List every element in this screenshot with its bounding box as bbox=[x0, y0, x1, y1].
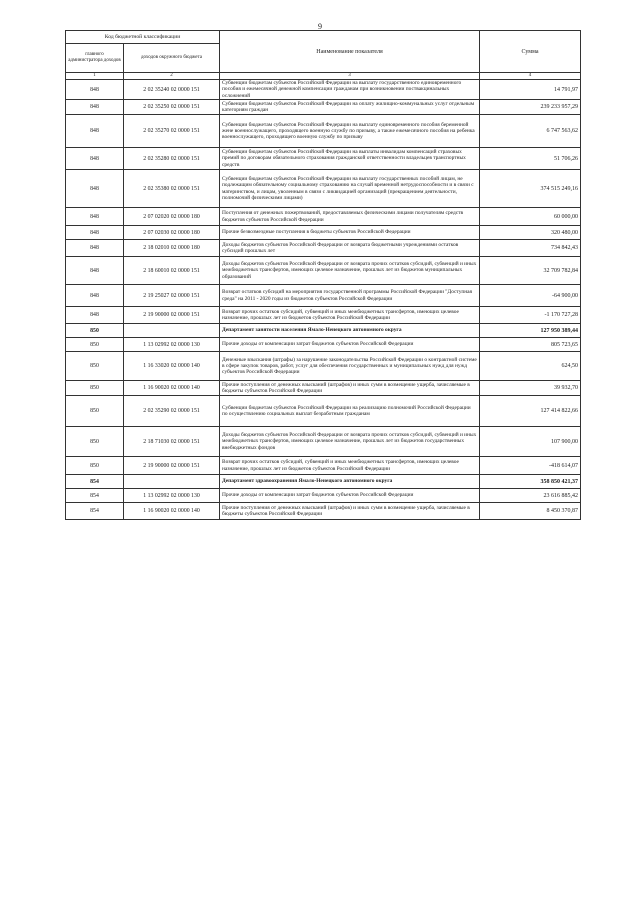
sum-cell: 239 233 957,29 bbox=[480, 100, 581, 115]
page-number: 9 bbox=[318, 22, 322, 31]
budget-classification-header: Код бюджетной классификации bbox=[66, 31, 220, 44]
indicator-name-cell: Поступления от денежных пожертвований, предоставляемых физическими лицами получателям средств бюджетов субъектов Российской Федерации bbox=[220, 208, 480, 226]
revenue-code-cell: 2 18 60010 02 0000 151 bbox=[124, 257, 220, 285]
revenue-code-cell: 2 19 90000 02 0000 151 bbox=[124, 307, 220, 324]
table-row bbox=[66, 307, 581, 324]
revenue-code-cell: 2 02 35380 02 0000 151 bbox=[124, 170, 220, 208]
indicator-name-cell: Денежные взыскания (штрафы) за нарушение законодательства Российской Федерации о контрактной системе в сфере закупок товаров, работ, услуг для обеспечения государственных и муниципальных нужд для нужд субъектов Российской Федерации bbox=[220, 352, 480, 381]
revenue-code-cell: 2 02 35240 02 0000 151 bbox=[124, 80, 220, 100]
indicator-name-cell: Прочие поступления от денежных взысканий (штрафов) и иных сумм в возмещение ущерба, зачисляемые в бюджеты субъектов Российской Федерации bbox=[220, 503, 480, 520]
indicator-name-cell: Доходы бюджетов субъектов Российской Федерации от возврата прочих остатков субсидий, субвенций и иных межбюджетных трансфертов, имеющих целевое назначение, прошлых лет из бюджетов муниципальных образований bbox=[220, 257, 480, 285]
revenue-code-cell: 2 19 25027 02 0000 151 bbox=[124, 285, 220, 307]
admin-code-cell: 848 bbox=[66, 80, 124, 100]
table-row bbox=[66, 226, 581, 240]
column-number-3: 3 bbox=[220, 73, 480, 80]
revenue-code-cell: 1 13 02992 02 0000 130 bbox=[124, 489, 220, 503]
sum-cell: 624,50 bbox=[480, 352, 581, 381]
sum-cell: 358 850 421,37 bbox=[480, 475, 581, 489]
table-row bbox=[66, 100, 581, 115]
revenue-code-cell: 1 16 90020 02 0000 140 bbox=[124, 503, 220, 520]
revenue-code-cell: 2 02 35250 02 0000 151 bbox=[124, 100, 220, 115]
admin-code-cell: 850 bbox=[66, 457, 124, 475]
revenue-code-cell: 1 13 02992 02 0000 130 bbox=[124, 338, 220, 352]
sum-cell: 374 515 249,16 bbox=[480, 170, 581, 208]
indicator-name-cell: Прочие безвозмездные поступления в бюджеты субъектов Российской Федерации bbox=[220, 226, 480, 240]
indicator-name-cell: Субвенции бюджетам субъектов Российской Федерации на выплаты инвалидам компенсаций страховых премий по договорам обязательного страхования гражданской ответственности владельцев транспортных средств bbox=[220, 148, 480, 170]
admin-code-header: главного администратора доходов bbox=[66, 44, 124, 73]
admin-code-cell: 850 bbox=[66, 381, 124, 396]
sum-cell: 60 000,00 bbox=[480, 208, 581, 226]
table-row bbox=[66, 352, 581, 381]
admin-code-cell: 848 bbox=[66, 285, 124, 307]
sum-cell: 805 723,65 bbox=[480, 338, 581, 352]
indicator-name-cell: Прочие доходы от компенсации затрат бюджетов субъектов Российской Федерации bbox=[220, 489, 480, 503]
admin-code-cell: 848 bbox=[66, 307, 124, 324]
sum-cell: 8 450 370,87 bbox=[480, 503, 581, 520]
indicator-name-cell: Субвенции бюджетам субъектов Российской Федерации на выплату единовременного пособия беременной жене военнослужащего, проходящего военную службу по призыву, а также ежемесячного пособия на ребенка военнослужащего, проходящего военную службу по призыву bbox=[220, 115, 480, 148]
indicator-name-cell: Доходы бюджетов субъектов Российской Федерации от возврата бюджетными учреждениями остатков субсидий прошлых лет bbox=[220, 240, 480, 257]
indicator-name-header: Наименование показателя bbox=[220, 31, 480, 73]
table-row bbox=[66, 396, 581, 427]
indicator-name-cell: Департамент здравоохранения Ямало-Ненецкого автономного округа bbox=[220, 475, 480, 489]
admin-code-cell: 848 bbox=[66, 226, 124, 240]
admin-code-cell: 848 bbox=[66, 115, 124, 148]
admin-code-cell: 848 bbox=[66, 170, 124, 208]
revenue-code-cell: 2 18 02010 02 0000 180 bbox=[124, 240, 220, 257]
column-number-1: 1 bbox=[66, 73, 124, 80]
admin-code-cell: 854 bbox=[66, 475, 124, 489]
sum-cell: 127 950 389,44 bbox=[480, 324, 581, 338]
header-group-row bbox=[66, 31, 581, 44]
budget-revenue-table bbox=[65, 30, 581, 520]
sum-cell: 51 706,26 bbox=[480, 148, 581, 170]
indicator-name-cell: Департамент занятости населения Ямало-Ненецкого автономного округа bbox=[220, 324, 480, 338]
admin-code-cell: 850 bbox=[66, 352, 124, 381]
table-row bbox=[66, 503, 581, 520]
sum-cell: 23 616 885,42 bbox=[480, 489, 581, 503]
sum-cell: 39 932,70 bbox=[480, 381, 581, 396]
revenue-code-cell: 2 02 35290 02 0000 151 bbox=[124, 396, 220, 427]
table-row bbox=[66, 324, 581, 338]
indicator-name-cell: Субвенции бюджетам субъектов Российской Федерации на оплату жилищно-коммунальных услуг отдельным категориям граждан bbox=[220, 100, 480, 115]
revenue-code-cell: 1 16 90020 02 0000 140 bbox=[124, 381, 220, 396]
table-row bbox=[66, 427, 581, 457]
sum-cell: 6 747 563,62 bbox=[480, 115, 581, 148]
admin-code-cell: 850 bbox=[66, 324, 124, 338]
revenue-code-cell bbox=[124, 475, 220, 489]
revenue-code-cell: 2 07 02020 02 0000 180 bbox=[124, 208, 220, 226]
table-row bbox=[66, 381, 581, 396]
admin-code-cell: 850 bbox=[66, 396, 124, 427]
table-row bbox=[66, 115, 581, 148]
sum-cell: -418 614,07 bbox=[480, 457, 581, 475]
revenue-code-cell: 2 07 02030 02 0000 180 bbox=[124, 226, 220, 240]
sum-cell: 127 414 822,66 bbox=[480, 396, 581, 427]
table-row bbox=[66, 240, 581, 257]
table-row bbox=[66, 257, 581, 285]
revenue-code-cell: 2 02 35280 02 0000 151 bbox=[124, 148, 220, 170]
sum-cell: 32 709 782,84 bbox=[480, 257, 581, 285]
sum-cell: 107 900,00 bbox=[480, 427, 581, 457]
admin-code-cell: 850 bbox=[66, 338, 124, 352]
admin-code-cell: 850 bbox=[66, 427, 124, 457]
admin-code-cell: 848 bbox=[66, 148, 124, 170]
indicator-name-cell: Субвенции бюджетам субъектов Российской Федерации на выплату государственного единовременного пособия и ежемесячной денежной компенсации гражданам при возникновении поствакцинальных осложнений bbox=[220, 80, 480, 100]
sum-cell: 320 480,00 bbox=[480, 226, 581, 240]
column-number-2: 2 bbox=[124, 73, 220, 80]
admin-code-cell: 848 bbox=[66, 208, 124, 226]
revenue-code-cell bbox=[124, 324, 220, 338]
table-row bbox=[66, 80, 581, 100]
admin-code-cell: 848 bbox=[66, 240, 124, 257]
revenue-code-cell: 2 18 71030 02 0000 151 bbox=[124, 427, 220, 457]
column-number-4: 4 bbox=[480, 73, 581, 80]
table-row bbox=[66, 338, 581, 352]
table-row bbox=[66, 489, 581, 503]
admin-code-cell: 848 bbox=[66, 100, 124, 115]
revenue-code-cell: 2 02 35270 02 0000 151 bbox=[124, 115, 220, 148]
indicator-name-cell: Субвенции бюджетам субъектов Российской Федерации на реализацию полномочий Российской Федерации по осуществлению социальных выплат безработным гражданам bbox=[220, 396, 480, 427]
table-row bbox=[66, 285, 581, 307]
indicator-name-cell: Субвенции бюджетам субъектов Российской Федерации на выплату государственных пособий лицам, не подлежащим обязательному социальному страхованию на случай временной нетрудоспособности и в связи с материнством, и лицам, уволенным в связи с ликвидацией организаций (прекращением деятельности, полномочий физическими лицами) bbox=[220, 170, 480, 208]
sum-cell: -64 900,00 bbox=[480, 285, 581, 307]
sum-cell: -1 170 727,28 bbox=[480, 307, 581, 324]
revenue-code-cell: 1 16 33020 02 0000 140 bbox=[124, 352, 220, 381]
table-row bbox=[66, 148, 581, 170]
table-row bbox=[66, 457, 581, 475]
sum-cell: 734 842,43 bbox=[480, 240, 581, 257]
revenue-code-cell: 2 19 90000 02 0000 151 bbox=[124, 457, 220, 475]
table-row bbox=[66, 475, 581, 489]
admin-code-cell: 848 bbox=[66, 257, 124, 285]
indicator-name-cell: Возврат остатков субсидий на мероприятия государственной программы Российской Федерации "Доступная среда" на 2011 - 2020 годы из бюджетов субъектов Российской Федерации bbox=[220, 285, 480, 307]
table-row bbox=[66, 170, 581, 208]
indicator-name-cell: Прочие поступления от денежных взысканий (штрафов) и иных сумм в возмещение ущерба, зачисляемые в бюджеты субъектов Российской Федерации bbox=[220, 381, 480, 396]
table-body bbox=[66, 80, 581, 520]
sum-cell: 14 791,97 bbox=[480, 80, 581, 100]
sum-header: Сумма bbox=[480, 31, 581, 73]
table-row bbox=[66, 208, 581, 226]
revenue-code-header: доходов окружного бюджета bbox=[124, 44, 220, 73]
header-number-row bbox=[66, 73, 581, 80]
indicator-name-cell: Доходы бюджетов субъектов Российской Федерации от возврата прочих остатков субсидий, субвенций и иных межбюджетных трансфертов, имеющих целевое назначение, прошлых лет из бюджетов государственных внебюджетных фондов bbox=[220, 427, 480, 457]
indicator-name-cell: Прочие доходы от компенсации затрат бюджетов субъектов Российской Федерации bbox=[220, 338, 480, 352]
indicator-name-cell: Возврат прочих остатков субсидий, субвенций и иных межбюджетных трансфертов, имеющих целевое назначение, прошлых лет из бюджетов субъектов Российской Федерации bbox=[220, 457, 480, 475]
indicator-name-cell: Возврат прочих остатков субсидий, субвенций и иных межбюджетных трансфертов, имеющих целевое назначение, прошлых лет из бюджетов субъектов Российской Федерации bbox=[220, 307, 480, 324]
admin-code-cell: 854 bbox=[66, 489, 124, 503]
admin-code-cell: 854 bbox=[66, 503, 124, 520]
